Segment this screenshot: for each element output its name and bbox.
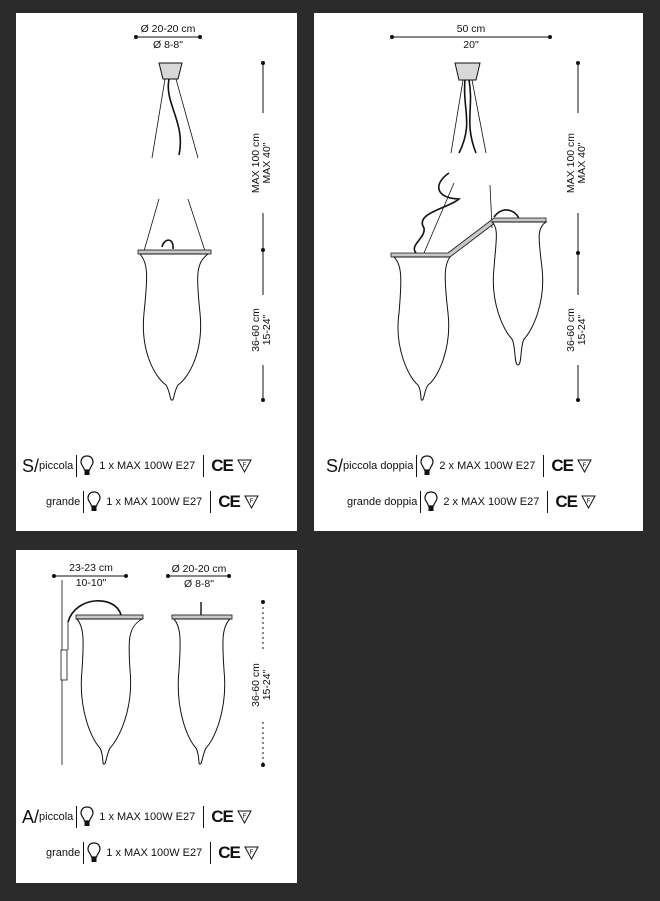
f-triangle-icon	[244, 846, 259, 860]
width-cm-label: 50 cm	[456, 23, 486, 35]
spec-row-grande	[46, 840, 259, 866]
size-name: grande	[46, 496, 81, 508]
size-name: piccola	[39, 811, 74, 823]
light-bulb-icon	[424, 491, 438, 513]
depth-cm-label: 23-23 cm	[69, 562, 113, 574]
light-bulb-icon	[87, 842, 101, 864]
panel-wall-ceiling	[16, 550, 297, 883]
ce-mark: CE	[218, 492, 240, 511]
ce-mark: CE	[211, 456, 233, 475]
diameter-in-label: Ø 8-8"	[184, 578, 214, 590]
lamp-spec: 1 x MAX 100W E27	[99, 460, 196, 472]
ce-mark: CE	[218, 843, 240, 862]
lamp-height-label: 36-60 cm 15-24"	[250, 308, 273, 352]
ce-mark: CE	[555, 492, 577, 511]
panel-suspension-double	[314, 13, 643, 531]
f-triangle-icon	[581, 495, 596, 509]
size-name: grande	[46, 847, 81, 859]
spec-row-grande-doppia	[347, 489, 596, 515]
size-name: piccola	[39, 460, 74, 472]
f-triangle-icon	[237, 459, 252, 473]
light-bulb-icon	[87, 491, 101, 513]
svg-text:F: F	[586, 499, 591, 505]
diameter-cm-label: Ø 20-20 cm	[140, 23, 196, 35]
f-triangle-icon	[237, 810, 252, 824]
light-bulb-icon	[80, 806, 94, 828]
f-triangle-icon	[244, 495, 259, 509]
spec-row-piccola	[22, 804, 252, 830]
model-prefix: A/	[22, 806, 40, 827]
size-name: piccola doppia	[343, 460, 414, 472]
panel-suspension-single	[16, 13, 297, 531]
cable-length-label: MAX 100 cm MAX 40"	[250, 132, 273, 194]
svg-text:F: F	[242, 463, 247, 469]
spec-row-grande	[46, 489, 259, 515]
lamp-spec: 1 x MAX 100W E27	[99, 811, 196, 823]
spec-row-piccola-doppia	[326, 453, 592, 479]
diameter-cm-label: Ø 20-20 cm	[171, 563, 227, 575]
size-name: grande doppia	[347, 496, 418, 508]
light-bulb-icon	[80, 455, 94, 477]
spec-row-piccola	[22, 453, 252, 479]
ce-mark: CE	[551, 456, 573, 475]
light-bulb-icon	[420, 455, 434, 477]
svg-text:F: F	[242, 814, 247, 820]
depth-in-label: 10-10"	[75, 577, 107, 589]
cable-length-label: MAX 100 cm MAX 40"	[565, 132, 588, 194]
model-prefix: S/	[22, 455, 40, 476]
lamp-spec: 2 x MAX 100W E27	[443, 496, 540, 508]
lamp-spec: 1 x MAX 100W E27	[106, 847, 203, 859]
lamp-height-label: 36-60 cm 15-24"	[565, 308, 588, 352]
diameter-in-label: Ø 8-8"	[153, 39, 183, 51]
lamp-spec: 2 x MAX 100W E27	[439, 460, 536, 472]
svg-text:F: F	[249, 850, 254, 856]
svg-text:F: F	[249, 499, 254, 505]
model-prefix: S/	[326, 455, 344, 476]
lamp-height-label: 36-60 cm 15-24"	[250, 663, 273, 707]
svg-text:F: F	[582, 463, 587, 469]
ce-mark: CE	[211, 807, 233, 826]
lamp-spec: 1 x MAX 100W E27	[106, 496, 203, 508]
width-in-label: 20"	[463, 39, 479, 51]
f-triangle-icon	[577, 459, 592, 473]
